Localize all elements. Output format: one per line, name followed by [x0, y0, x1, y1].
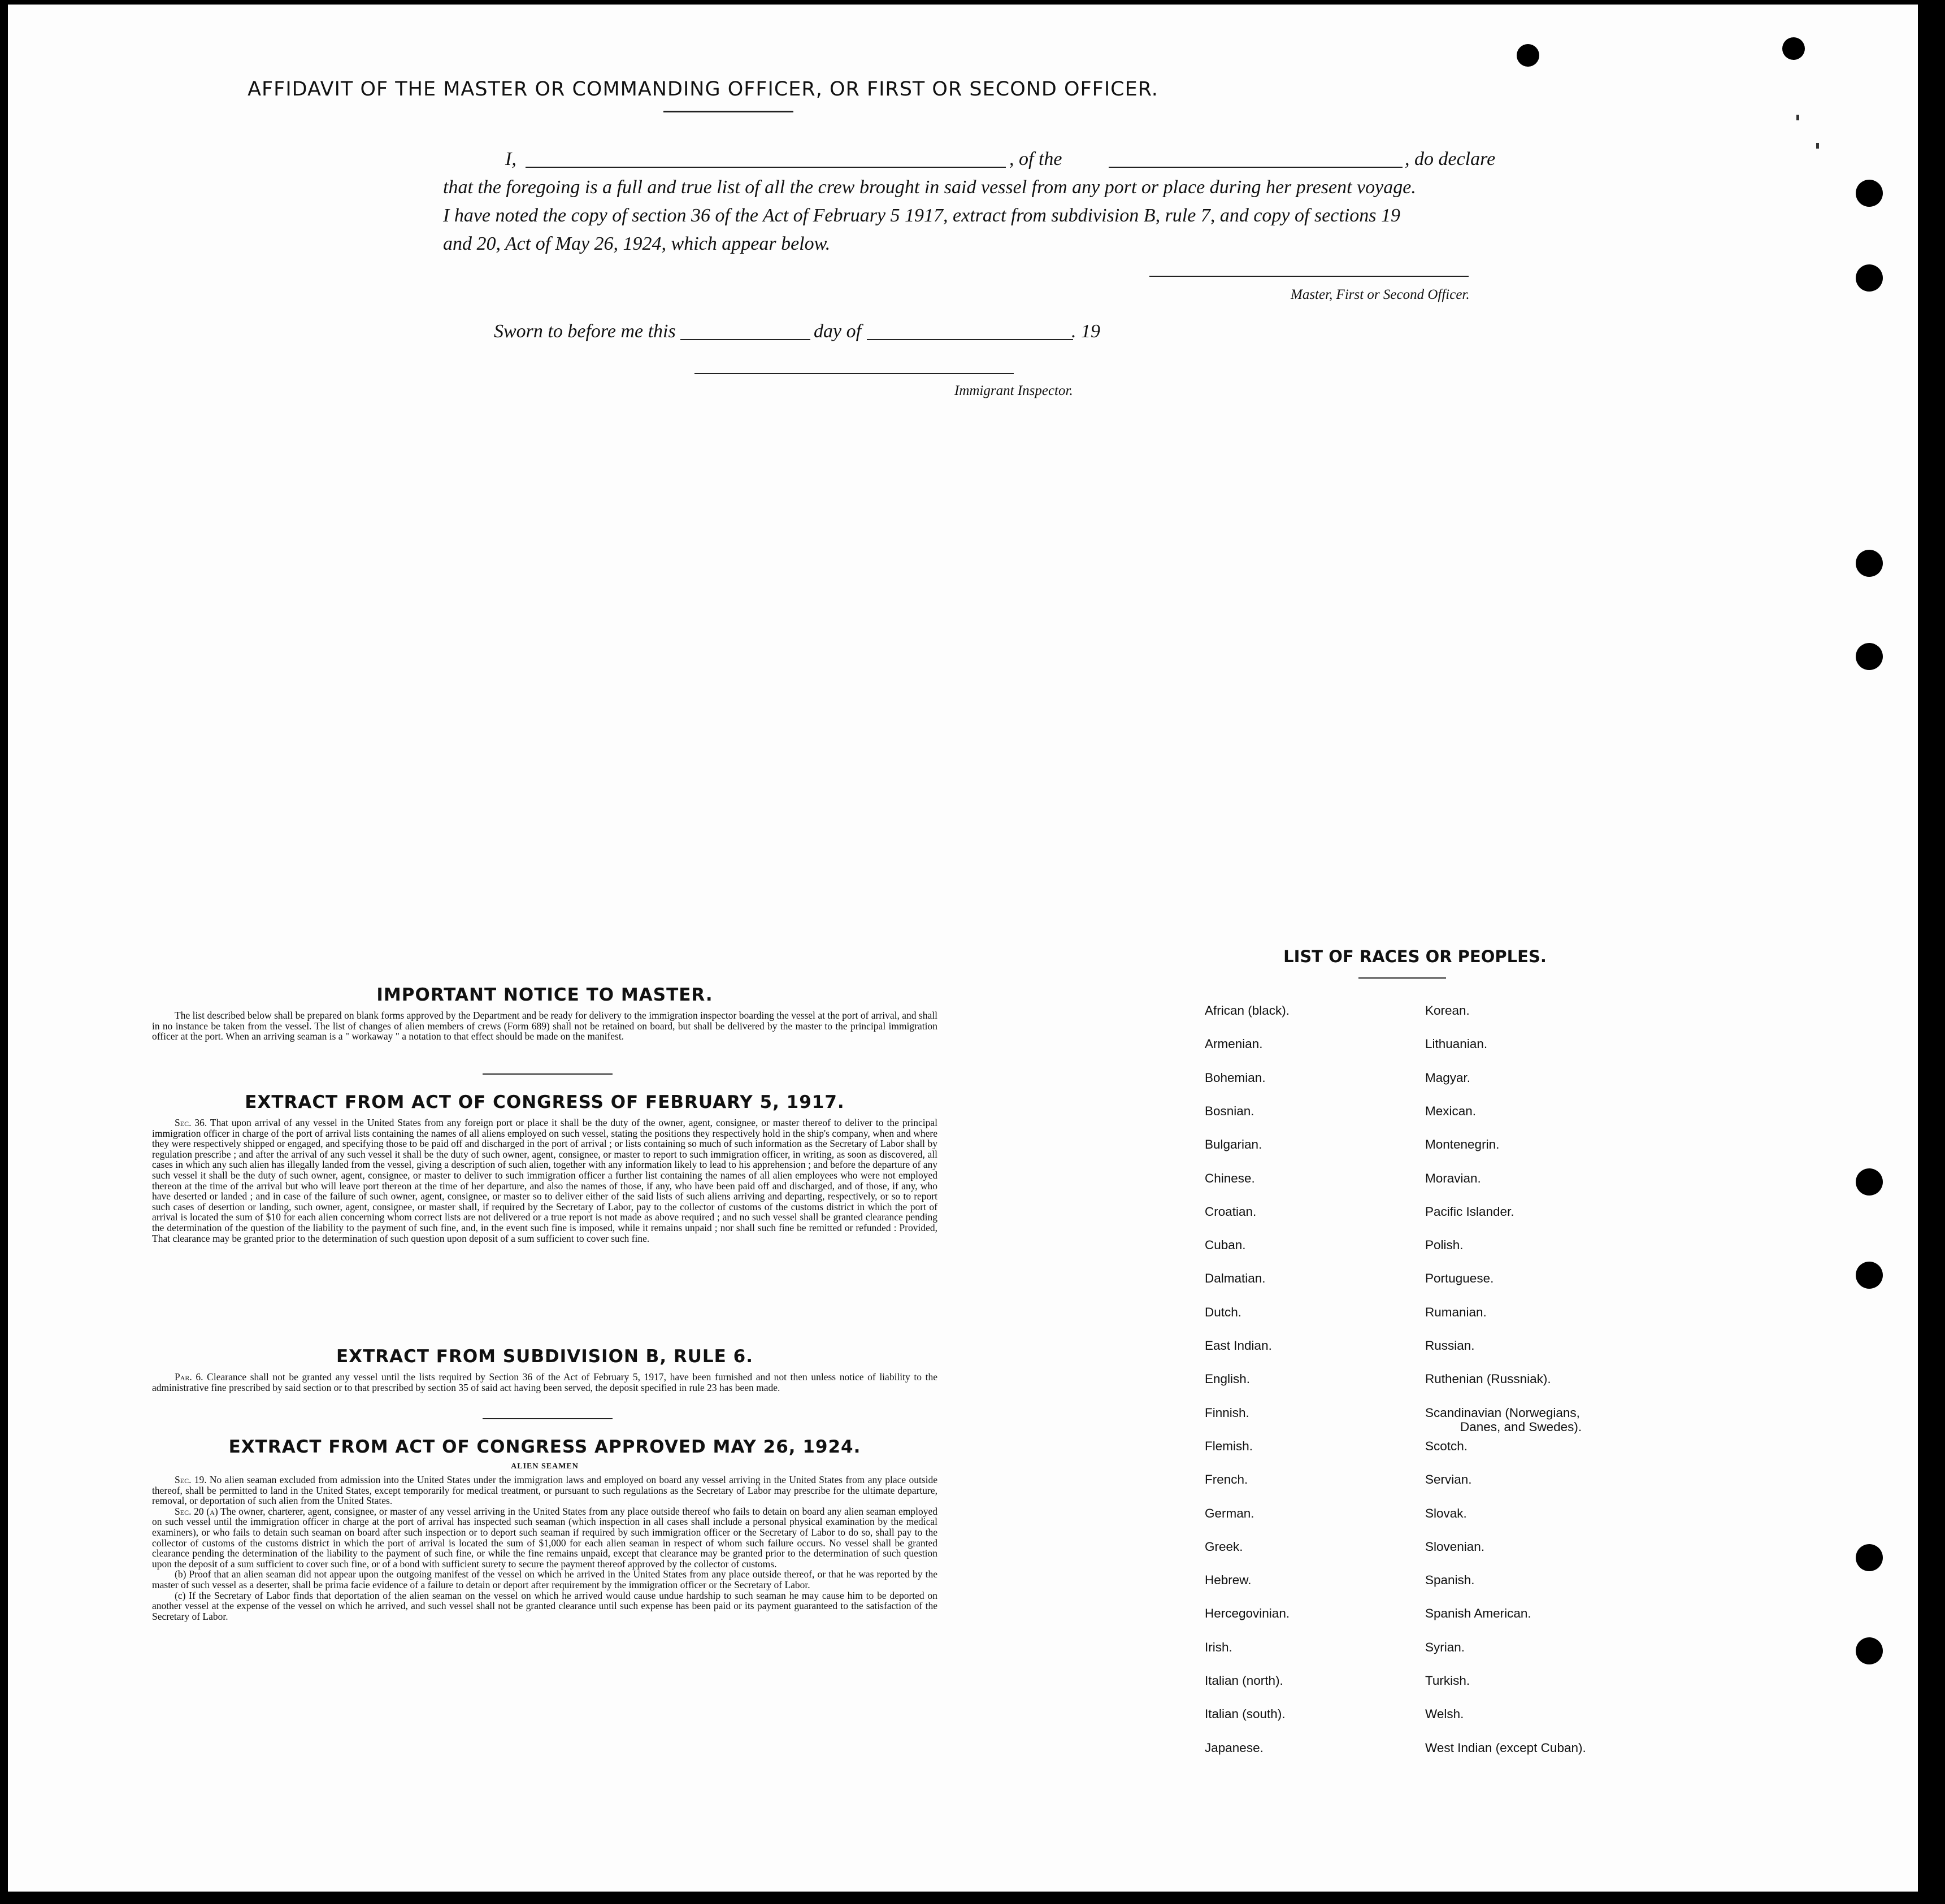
race-item: Magyar.	[1425, 1070, 1471, 1085]
par6-text: Clearance shall not be granted any vessel until the lists required by Section 36 of the Act of February 5, 1917, have been furnished and not then unless notice of liability to the administrative fine prescribed by said section or to that prescribed by section 35 of said act having been served, the deposit specified in rule 23 has been made.	[152, 1371, 938, 1393]
race-item: Hercegovinian.	[1205, 1606, 1290, 1621]
sec36-label: Sec. 36.	[175, 1117, 207, 1128]
of-the-label: , of the	[1009, 149, 1062, 169]
sec19-label: Sec. 19.	[175, 1474, 207, 1485]
sec20c-text: If the Secretary of Labor finds that deportation of the alien seaman on the vessel on which he arrived would cause undue hardship to such seaman he may cause him to be deported on another vessel at the expense of the vessel on which he arrived, and such vessel shall not be granted clearance until such expense has been paid or its payment guaranteed to the satisfaction of the Secretary of Labor.	[152, 1589, 938, 1622]
extract-1924-title: EXTRACT FROM ACT OF CONGRESS APPROVED MAY 26, 1924.	[228, 1437, 861, 1457]
sworn-line	[494, 321, 1127, 344]
extract-1924-text	[152, 1475, 937, 1622]
master-caption: Master, First or Second Officer.	[1291, 287, 1470, 302]
binder-hole	[1517, 44, 1539, 67]
sec20a-text: The owner, charterer, agent, consignee, or master of any vessel arriving in the United States from any place outside thereof who fails to detain on board any alien seaman employed on such vessel until the immigration officer in charge at the port of arrival has inspected such seaman (which inspection in all cases shall include a personal physical examination by the medical examiners), or who fails to detain such seaman on board after such inspection or to deport such seaman if required by such immigration officer or the Secretary of Labor to do so, shall pay to the collector of customs of the customs district in which the port of arrival is located the sum of $1,000 for each alien seaman in respect of whom such failure occurs. No vessel shall be granted clearance pending the determination of the liability to the payment of such fine, or while the fine remains unpaid, except that clearance may be granted prior to the determination of such question upon the deposit of a sum sufficient to cover such fine, or of a bond with sufficient surety to secure the payment thereof approved by the collector of customs.	[152, 1505, 937, 1570]
race-item: Irish.	[1205, 1640, 1232, 1654]
binder-hole	[1856, 643, 1883, 670]
ink-speck	[1796, 115, 1799, 120]
race-item: Dutch.	[1205, 1305, 1242, 1319]
day-of-label: day of	[814, 321, 862, 342]
notice-title: IMPORTANT NOTICE TO MASTER.	[376, 985, 713, 1005]
race-item: Montenegrin.	[1425, 1137, 1500, 1152]
race-item: Finnish.	[1205, 1405, 1249, 1420]
sec20b-label: (b)	[175, 1568, 186, 1580]
rule6-text	[152, 1372, 937, 1393]
race-item: Servian.	[1425, 1472, 1472, 1487]
race-item: Cuban.	[1205, 1238, 1246, 1253]
affidavit-line4: and 20, Act of May 26, 1924, which appear below.	[443, 233, 831, 254]
race-item: Mexican.	[1425, 1103, 1477, 1118]
affidavit-line1	[505, 149, 1511, 171]
affidavit-line3: I have noted the copy of section 36 of the Act of February 5 1917, extract from subdivision B, rule 7, and copy of sections 19	[443, 205, 1401, 226]
race-item: Greek.	[1205, 1539, 1243, 1554]
binder-hole	[1856, 1544, 1883, 1571]
sec20c-label: (c)	[175, 1589, 186, 1601]
races-title: LIST OF RACES OR PEOPLES.	[1283, 947, 1547, 966]
sec19-text: No alien seaman excluded from admission into the United States under the immigration laws and employed on board any vessel arriving in the United States from any place outside thereof, shall be permitted to land in the United States, except temporarily for medical treatment, or pursuant to such regulations as the Secretary of Labor may prescribe for the ultimate departure, removal, or deportation of such alien from the United States.	[152, 1474, 938, 1507]
separator-rule	[483, 1073, 613, 1075]
race-item: Italian (north).	[1205, 1673, 1283, 1688]
race-item: Dalmatian.	[1205, 1271, 1266, 1286]
master-signature-line[interactable]	[1149, 276, 1469, 277]
affidavit-line2: that the foregoing is a full and true list of all the crew brought in said vessel from any port or place during her present voyage.	[443, 177, 1416, 198]
race-item: Rumanian.	[1425, 1305, 1487, 1319]
inspector-caption: Immigrant Inspector.	[954, 383, 1073, 398]
race-item: Portuguese.	[1425, 1271, 1494, 1286]
race-item: Lithuanian.	[1425, 1037, 1488, 1051]
race-item-continuation: Danes, and Swedes).	[1460, 1419, 1582, 1434]
race-item: German.	[1205, 1506, 1254, 1520]
race-item: Slovenian.	[1425, 1539, 1485, 1554]
sworn-label: Sworn to before me this	[494, 321, 676, 342]
races-title-underline	[1358, 977, 1446, 979]
notice-text	[152, 1010, 937, 1042]
race-item: Spanish American.	[1425, 1606, 1531, 1621]
race-item: Japanese.	[1205, 1740, 1264, 1755]
race-item: Scotch.	[1425, 1438, 1468, 1453]
race-item: Bohemian.	[1205, 1070, 1266, 1085]
binder-hole	[1856, 1637, 1883, 1664]
rule6-title: EXTRACT FROM SUBDIVISION B, RULE 6.	[336, 1346, 753, 1367]
day-blank-line[interactable]	[680, 339, 810, 340]
race-item: Slovak.	[1425, 1506, 1467, 1520]
binder-hole	[1856, 180, 1883, 207]
affidavit-title: AFFIDAVIT OF THE MASTER OR COMMANDING OFFICER, OR FIRST OR SECOND OFFICER.	[248, 78, 1158, 101]
race-item: Bosnian.	[1205, 1103, 1254, 1118]
race-item: Pacific Islander.	[1425, 1204, 1514, 1219]
document-page	[8, 5, 1918, 1892]
race-item: Scandinavian (Norwegians,	[1425, 1405, 1580, 1420]
race-item: Hebrew.	[1205, 1573, 1252, 1588]
sec20b-text: Proof that an alien seaman did not appear upon the outgoing manifest of the vessel on which he arrived in the United States from any place outside thereof, or that he was reported by the master of such vessel as a deserter, shall be prima facie evidence of a failure to detain or deport after requirement by the immigration officer or the Secretary of Labor.	[152, 1568, 937, 1590]
extract-1917-title: EXTRACT FROM ACT OF CONGRESS OF FEBRUARY 5, 1917.	[245, 1092, 845, 1112]
race-item: Spanish.	[1425, 1573, 1475, 1588]
separator-rule	[483, 1418, 613, 1419]
race-item: French.	[1205, 1472, 1248, 1487]
race-item: Polish.	[1425, 1238, 1464, 1253]
notice-paragraph: The list described below shall be prepared on blank forms approved by the Department and be ready for delivery to the immigration inspector boarding the vessel at the port of arrival, and shall in no instance be taken from the vessel. The list of changes of alien members of crews (Form 689) shall not be retained on board, but shall be delivered by the master to the principal immigration officer at the port. When an arriving seaman is a " workaway " a notation to that effect should be made on the manifest.	[152, 1010, 937, 1042]
race-item: Korean.	[1425, 1003, 1470, 1018]
race-item: Italian (south).	[1205, 1707, 1286, 1722]
sec20a-label: Sec. 20 (a)	[175, 1505, 218, 1517]
extract-1917-text	[152, 1118, 937, 1244]
par6-label: Par. 6.	[175, 1371, 203, 1383]
binder-hole	[1856, 264, 1883, 292]
binder-hole	[1856, 550, 1883, 577]
name-blank-line[interactable]	[526, 167, 1006, 168]
race-item: Moravian.	[1425, 1171, 1481, 1185]
race-item: Flemish.	[1205, 1438, 1253, 1453]
binder-hole	[1782, 37, 1805, 60]
sec36-text: That upon arrival of any vessel in the United States from any foreign port or place it shall be the duty of the owner, agent, consignee, or master thereof to deliver to the principal immigration officer in charge of the port of arrival lists containing the names of all aliens employed on such vessel, stating the positions they respectively hold in the ship's company, when and where they were respectively shipped or engaged, and specifying those to be paid off and discharged in the port of arrival ; or lists containing so much of such information as the Secretary of Labor shall by regulation prescribe ; and after the arrival of any such vessel it shall be the duty of such owner, agent, consignee, or master to report to such immigration officer, in writing, as soon as discovered, all cases in which any such alien has illegally landed from the vessel, giving a description of such alien, together with any information likely to lead to his apprehension ; and before the departure of any such vessel it shall be the duty of such owner, agent, consignee, or master to deliver to such immigration officer a further list containing the names of all alien employees who were not employed thereon at the time of the arrival but who will leave port thereon at the time of her departure, and also the names of those, if any, who have been paid off and discharged, and of those, if any, who have deserted or landed ; and in case of the failure of such owner, agent, consignee, or master so to deliver either of the said lists of such aliens arriving and departing, respectively, or so to report such cases of desertion or landing, such owner, agent, consignee, or master shall, if required by the Secretary of Labor, pay to the collector of customs of the customs district in which the port of arrival is located the sum of $10 for each alien concerning whom correct lists are not delivered or a true report is not made as above required ; and no such vessel shall be granted clearance pending the determination of the question of the liability to the payment of such fine, and, in the event such fine is imposed, while it remains unpaid ; nor shall such fine be remitted or refunded : Provided, That clearance may be granted prior to the determination of such question upon deposit of a sum sufficient to cover such fine.	[152, 1117, 937, 1244]
vessel-blank-line[interactable]	[1109, 167, 1403, 168]
binder-hole	[1856, 1262, 1883, 1289]
title-underline	[663, 111, 793, 112]
race-item: Armenian.	[1205, 1037, 1263, 1051]
inspector-signature-line[interactable]	[694, 373, 1014, 374]
ink-speck	[1816, 143, 1819, 149]
race-item: English.	[1205, 1372, 1251, 1386]
race-item: Ruthenian (Russniak).	[1425, 1372, 1551, 1386]
year-prefix: . 19	[1071, 321, 1100, 342]
race-item: East Indian.	[1205, 1338, 1272, 1353]
race-item: Croatian.	[1205, 1204, 1257, 1219]
race-item: Russian.	[1425, 1338, 1475, 1353]
race-item: Syrian.	[1425, 1640, 1465, 1654]
race-item: Chinese.	[1205, 1171, 1255, 1185]
binder-hole	[1856, 1168, 1883, 1196]
month-blank-line[interactable]	[867, 339, 1073, 340]
race-item: Bulgarian.	[1205, 1137, 1262, 1152]
race-item: Turkish.	[1425, 1673, 1470, 1688]
i-word: I,	[505, 149, 516, 169]
race-item: West Indian (except Cuban).	[1425, 1740, 1586, 1755]
alien-seamen-subtitle: ALIEN SEAMEN	[511, 1462, 579, 1471]
do-declare-label: , do declare	[1405, 149, 1496, 169]
race-item: Welsh.	[1425, 1707, 1464, 1722]
race-item: African (black).	[1205, 1003, 1290, 1018]
